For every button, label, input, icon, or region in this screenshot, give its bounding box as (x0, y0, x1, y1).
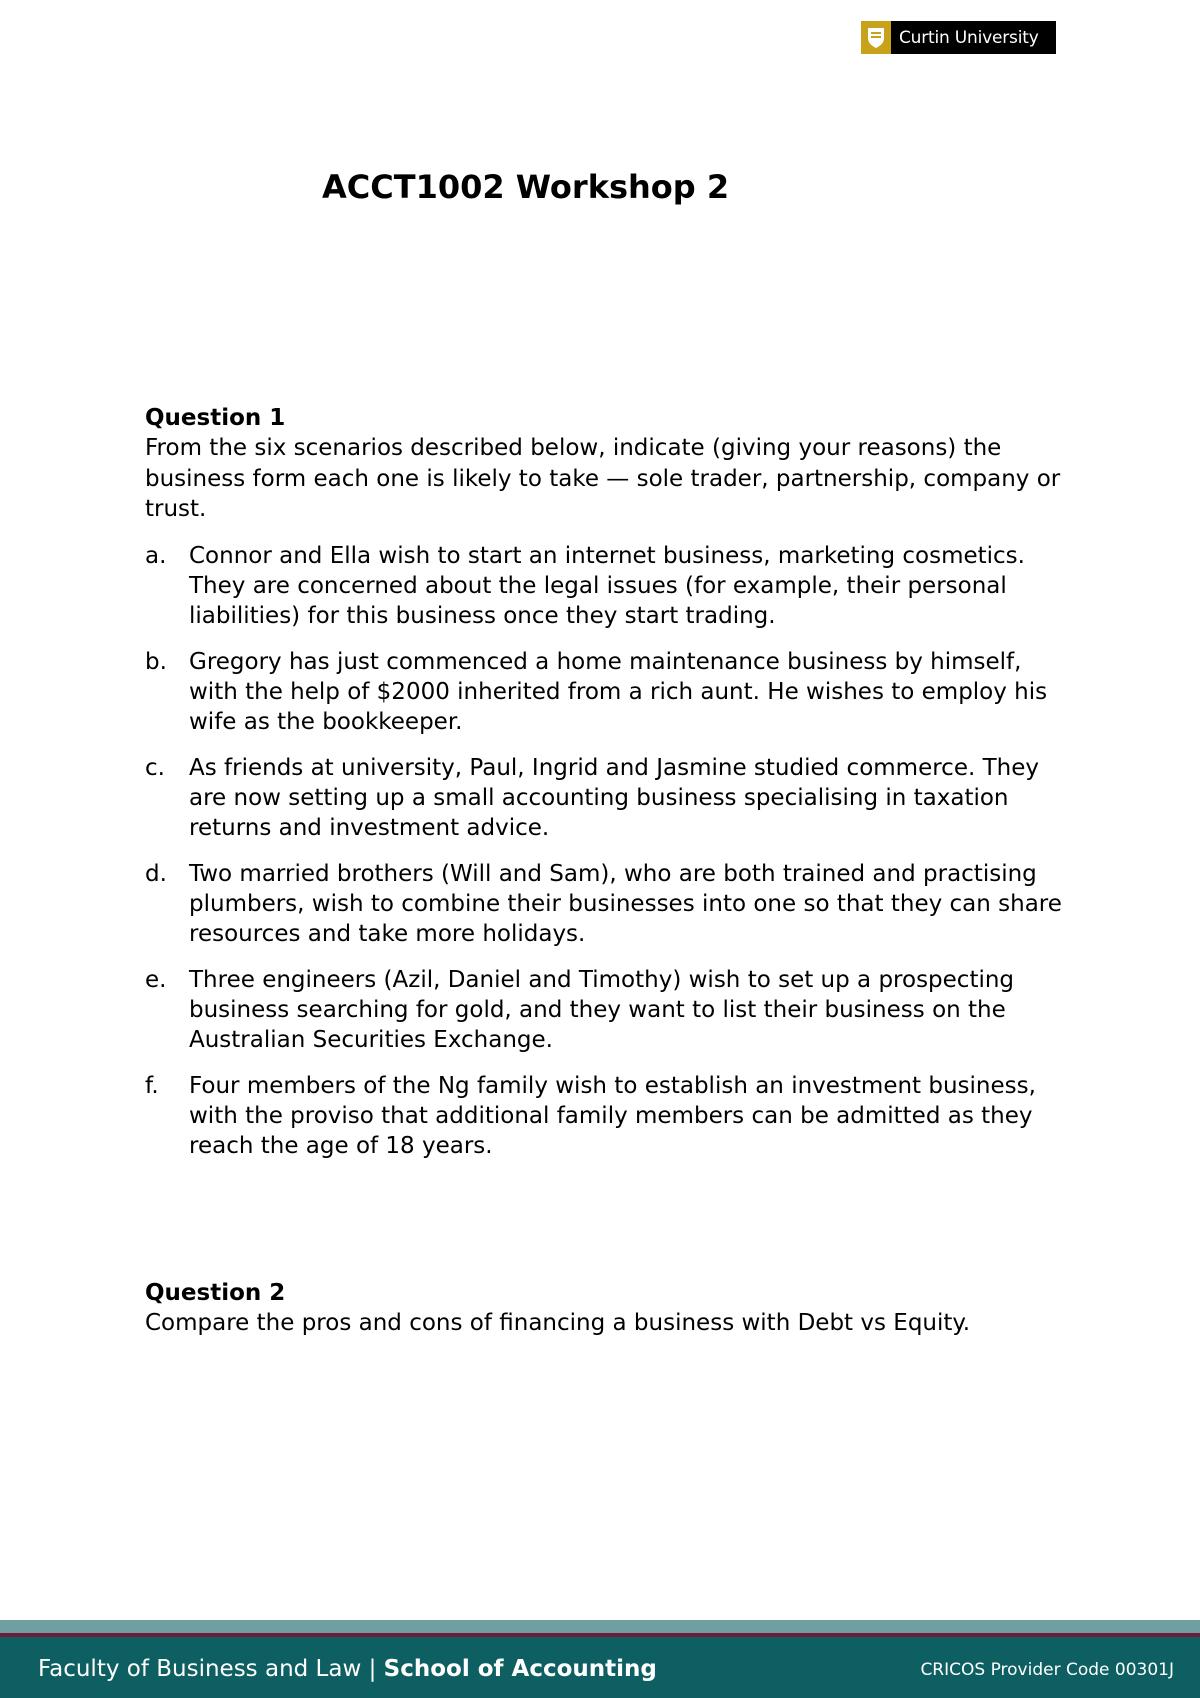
question-2-text: Compare the pros and cons of financing a business with Debt vs Equity. (145, 1310, 971, 1336)
footer-faculty-line (38, 1656, 657, 1682)
question-1-intro: From the six scenarios described below, indicate (giving your reasons) the business form each one is likely to take — sole trader, partnership, company or trust. (145, 435, 1061, 522)
question-1-heading: Question 1 (145, 405, 286, 431)
page-title: ACCT1002 Workshop 2 (322, 168, 730, 206)
page-footer (0, 1620, 1200, 1698)
list-item-letter: e. (145, 966, 167, 993)
list-item (145, 647, 1065, 737)
list-item-text: Four members of the Ng family wish to establish an investment business, with the proviso that additional family members can be admitted as they reach the age of 18 years. (189, 1072, 1036, 1159)
list-item-text: Connor and Ella wish to start an internet business, marketing cosmetics. They are concerned about the legal issues (for example, their personal liabilities) for this business once they start trading. (189, 542, 1025, 629)
footer-band (0, 1620, 1200, 1633)
list-item (145, 753, 1065, 843)
list-item (145, 965, 1065, 1055)
list-item-text: As friends at university, Paul, Ingrid and Jasmine studied commerce. They are now setting up a small accounting business specialising in taxation returns and investment advice. (189, 754, 1039, 841)
list-item-text: Gregory has just commenced a home maintenance business by himself, with the help of $2000 inherited from a rich aunt. He wishes to employ his wife as the bookkeeper. (189, 648, 1048, 735)
list-item-letter: a. (145, 542, 167, 569)
list-item-letter: f. (145, 1072, 159, 1099)
footer-accent-band (0, 1633, 1200, 1637)
list-item-letter: b. (145, 648, 167, 675)
footer-school: School of Accounting (383, 1656, 657, 1682)
list-item-letter: d. (145, 860, 167, 887)
footer-separator: | (361, 1656, 384, 1682)
list-item (145, 859, 1065, 949)
question-1 (145, 403, 1065, 1177)
question-2 (145, 1278, 1065, 1339)
list-item-letter: c. (145, 754, 165, 781)
list-item (145, 1071, 1065, 1161)
curtin-logo (861, 21, 1056, 54)
crest-icon (861, 21, 891, 54)
list-item-text: Two married brothers (Will and Sam), who are both trained and practising plumbers, wish to combine their businesses into one so that they can share resources and take more holidays. (189, 860, 1062, 947)
scenario-list (145, 541, 1065, 1161)
footer-cricos: CRICOS Provider Code 00301J (920, 1660, 1174, 1680)
logo-text: Curtin University (899, 27, 1039, 48)
list-item-text: Three engineers (Azil, Daniel and Timothy) wish to set up a prospecting business searching for gold, and they want to list their business on the Australian Securities Exchange. (189, 966, 1015, 1053)
footer-faculty: Faculty of Business and Law (38, 1656, 362, 1682)
question-2-heading: Question 2 (145, 1280, 286, 1306)
list-item (145, 541, 1065, 631)
